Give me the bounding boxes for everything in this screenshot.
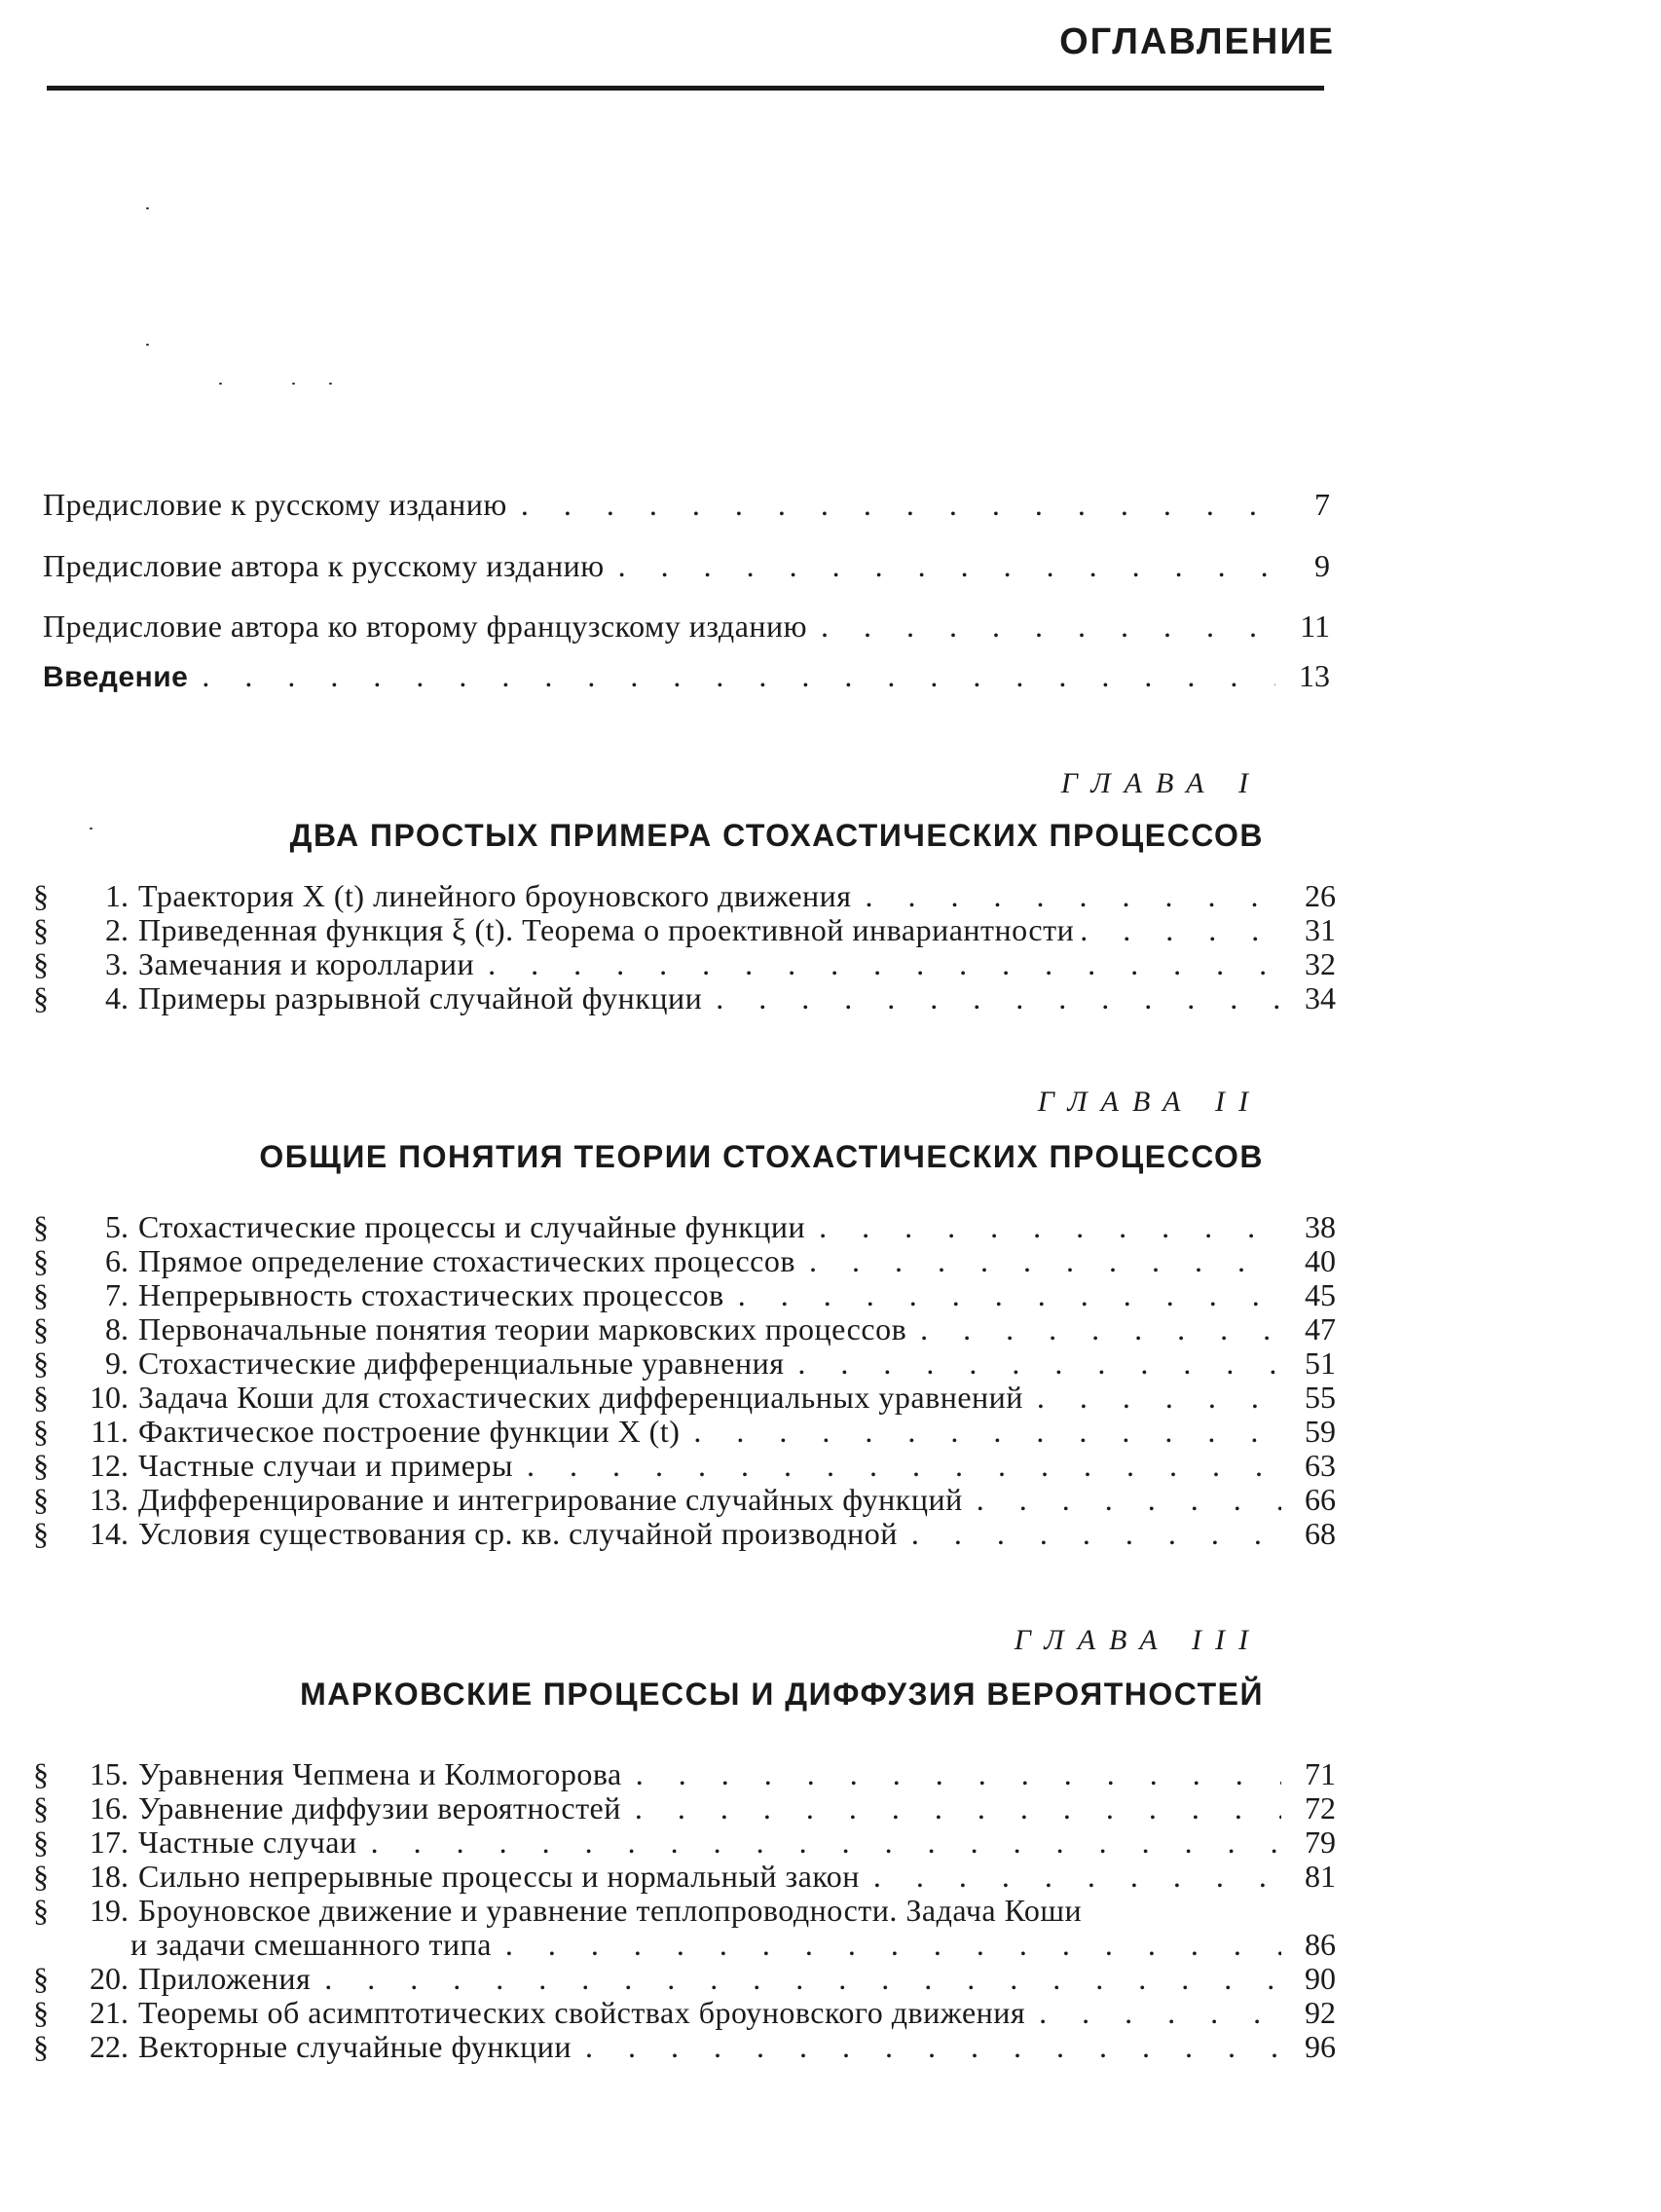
section-page: 51: [1305, 1346, 1336, 1381]
dot-leader: [809, 1244, 1281, 1277]
section-title: Теоремы об асимптотических свойствах броуновского движения: [138, 1995, 1026, 2030]
section-page: 45: [1305, 1277, 1336, 1312]
section-title: Сильно непрерывные процессы и нормальный закон: [138, 1859, 860, 1894]
section-title: Замечания и королларии: [138, 946, 475, 981]
section-number: 14.: [90, 1516, 129, 1551]
section-page: 68: [1305, 1516, 1336, 1551]
section-number: 4.: [105, 980, 129, 1015]
section-entry[interactable]: [33, 981, 1336, 1014]
section-number: 7.: [105, 1277, 129, 1312]
dot-leader: [977, 1483, 1281, 1516]
section-symbol: §: [33, 1995, 49, 2030]
section-page: 66: [1305, 1482, 1336, 1517]
section-title: Задача Коши для стохастических дифференциальных уравнений: [138, 1380, 1023, 1415]
section-title: Прямое определение стохастических процессов: [138, 1243, 795, 1278]
section-page: 40: [1305, 1243, 1336, 1278]
section-number: 16.: [90, 1790, 129, 1825]
section-page: 96: [1305, 2029, 1336, 2064]
chapter-label: ГЛАВА I: [1060, 767, 1262, 799]
section-entry-continuation[interactable]: [130, 1928, 1336, 1961]
scan-speck: [292, 383, 295, 385]
section-page: 31: [1305, 912, 1336, 947]
dot-leader: [819, 1210, 1281, 1243]
section-number: 17.: [90, 1825, 129, 1860]
section-symbol: §: [33, 912, 49, 947]
section-title: Фактическое построение функции X (t): [138, 1414, 681, 1449]
chapter-title[interactable]: МАРКОВСКИЕ ПРОЦЕССЫ И ДИФФУЗИЯ ВЕРОЯТНОСТЕЙ: [300, 1677, 1264, 1712]
section-entry[interactable]: [33, 1210, 1336, 1243]
section-number: 2.: [105, 912, 129, 947]
section-title: Дифференцирование и интегрирование случайных функций: [138, 1482, 963, 1517]
section-number: 21.: [90, 1995, 129, 2030]
section-entry[interactable]: [33, 1244, 1336, 1277]
dot-leader: [521, 487, 1275, 522]
section-entry[interactable]: [33, 1381, 1336, 1414]
entry-page: 13: [1299, 658, 1330, 693]
section-title: Уравнения Чепмена и Колмогорова: [138, 1756, 622, 1791]
dot-leader: [866, 879, 1281, 912]
section-title-continuation: и задачи смешанного типа: [130, 1927, 492, 1962]
section-title: Частные случаи: [138, 1825, 357, 1860]
dot-leader: [821, 608, 1275, 644]
chapter-label: ГЛАВА III: [1014, 1624, 1262, 1656]
dot-leader: [585, 2030, 1281, 2063]
section-entry[interactable]: [33, 2030, 1336, 2063]
section-symbol: §: [33, 1516, 49, 1551]
section-symbol: §: [33, 1346, 49, 1381]
section-page: 81: [1305, 1859, 1336, 1894]
dot-leader: [636, 1757, 1281, 1790]
section-title: Векторные случайные функции: [138, 2029, 572, 2064]
section-title: Непрерывность стохастических процессов: [138, 1277, 724, 1312]
entry-page: 9: [1314, 548, 1330, 583]
dot-leader: [324, 1962, 1281, 1995]
section-symbol: §: [33, 946, 49, 981]
section-number: 20.: [90, 1961, 129, 1996]
section-number: 13.: [90, 1482, 129, 1517]
section-symbol: §: [33, 1311, 49, 1346]
section-number: 1.: [105, 878, 129, 913]
section-symbol: §: [33, 1277, 49, 1312]
section-entry[interactable]: [33, 879, 1336, 912]
section-symbol: §: [33, 2029, 49, 2064]
section-title: Приведенная функция ξ (t). Теорема о проективной инвариантности: [138, 912, 1075, 947]
toc-entry[interactable]: [43, 548, 1330, 583]
section-number: 22.: [90, 2029, 129, 2064]
dot-leader: [1037, 1381, 1281, 1414]
section-title: Приложения: [138, 1961, 312, 1996]
section-page: 79: [1305, 1825, 1336, 1860]
dot-leader: [202, 658, 1275, 693]
scan-speck: [219, 383, 222, 385]
section-number: 8.: [105, 1311, 129, 1346]
section-symbol: §: [33, 1414, 49, 1449]
dot-leader: [797, 1346, 1281, 1380]
section-page: 86: [1305, 1927, 1336, 1962]
section-symbol: §: [33, 1209, 49, 1244]
section-page: 32: [1305, 946, 1336, 981]
toc-entry[interactable]: [43, 608, 1330, 644]
section-symbol: §: [33, 980, 49, 1015]
section-entry[interactable]: [33, 1791, 1336, 1825]
section-symbol: §: [33, 1825, 49, 1860]
section-page: 55: [1305, 1380, 1336, 1415]
section-number: 15.: [90, 1756, 129, 1791]
dot-leader: [693, 1415, 1281, 1448]
section-entry[interactable]: [33, 1996, 1336, 2029]
scan-speck: [146, 344, 149, 346]
entry-title: Предисловие к русскому изданию: [43, 487, 507, 522]
scan-speck: [329, 383, 332, 385]
section-title: Уравнение диффузии вероятностей: [138, 1790, 621, 1825]
dot-leader: [873, 1860, 1281, 1893]
section-symbol: §: [33, 1243, 49, 1278]
scan-speck: [146, 207, 149, 209]
section-entry[interactable]: [33, 1894, 1336, 1927]
section-title: Стохастические процессы и случайные функции: [138, 1209, 806, 1244]
section-number: 10.: [90, 1380, 129, 1415]
section-entry[interactable]: [33, 1860, 1336, 1893]
section-symbol: §: [33, 1859, 49, 1894]
section-number: 6.: [105, 1243, 129, 1278]
entry-title: Предисловие автора ко второму французскому изданию: [43, 608, 808, 644]
dot-leader: [371, 1825, 1281, 1859]
chapter-title[interactable]: ОБЩИЕ ПОНЯТИЯ ТЕОРИИ СТОХАСТИЧЕСКИХ ПРОЦЕССОВ: [259, 1139, 1264, 1174]
chapter-title[interactable]: ДВА ПРОСТЫХ ПРИМЕРА СТОХАСТИЧЕСКИХ ПРОЦЕССОВ: [289, 818, 1264, 853]
dot-leader: [716, 981, 1281, 1014]
section-entry[interactable]: [33, 1962, 1336, 1995]
section-title: Траектория X (t) линейного броуновского движения: [138, 878, 852, 913]
section-title: Стохастические дифференциальные уравнения: [138, 1346, 785, 1381]
section-symbol: §: [33, 1380, 49, 1415]
section-page: 47: [1305, 1311, 1336, 1346]
section-page: 72: [1305, 1790, 1336, 1825]
section-symbol: §: [33, 1961, 49, 1996]
section-number: 11.: [91, 1414, 129, 1449]
dot-leader: [1039, 1996, 1281, 2029]
section-title: Условия существования ср. кв. случайной производной: [138, 1516, 898, 1551]
section-entry[interactable]: [33, 1483, 1336, 1516]
toc-entry[interactable]: [43, 658, 1330, 695]
entry-page: 11: [1300, 608, 1330, 644]
section-entry[interactable]: [33, 1346, 1336, 1380]
section-symbol: §: [33, 1448, 49, 1483]
section-symbol: §: [33, 1482, 49, 1517]
header-rule: [47, 86, 1324, 91]
running-head: ОГЛАВЛЕНИЕ: [1059, 21, 1335, 62]
section-title: Первоначальные понятия теории марковских процессов: [138, 1311, 907, 1346]
scan-speck: [90, 828, 92, 830]
section-symbol: §: [33, 878, 49, 913]
section-page: 59: [1305, 1414, 1336, 1449]
section-entry[interactable]: [33, 947, 1336, 980]
section-symbol: §: [33, 1790, 49, 1825]
toc-entry[interactable]: [43, 487, 1330, 522]
section-page: 34: [1305, 980, 1336, 1015]
section-number: 5.: [105, 1209, 129, 1244]
section-title: Броуновское движение и уравнение теплопроводности. Задача Коши: [138, 1893, 1083, 1928]
dot-leader: [618, 548, 1275, 583]
section-symbol: §: [33, 1893, 49, 1928]
section-entry[interactable]: [33, 1517, 1336, 1550]
section-title: Частные случаи и примеры: [138, 1448, 513, 1483]
section-entry[interactable]: [33, 1449, 1336, 1482]
dot-leader: [505, 1928, 1281, 1961]
section-number: 3.: [105, 946, 129, 981]
dot-leader: [527, 1449, 1281, 1482]
section-page: 92: [1305, 1995, 1336, 2030]
section-entry[interactable]: [33, 1312, 1336, 1346]
section-entry[interactable]: [33, 1278, 1336, 1311]
section-page: 71: [1305, 1756, 1336, 1791]
section-number: 9.: [105, 1346, 129, 1381]
section-number: 12.: [90, 1448, 129, 1483]
section-entry[interactable]: [33, 1825, 1336, 1859]
dot-leader: [1080, 913, 1287, 946]
section-number: 19.: [90, 1893, 129, 1928]
dot-leader: [488, 947, 1281, 980]
dot-leader: [738, 1278, 1281, 1311]
dot-leader: [635, 1791, 1281, 1825]
entry-page: 7: [1314, 487, 1330, 522]
section-page: 90: [1305, 1961, 1336, 1996]
section-entry[interactable]: [33, 913, 1336, 946]
dot-leader: [920, 1312, 1281, 1346]
section-symbol: §: [33, 1756, 49, 1791]
entry-title: Предисловие автора к русскому изданию: [43, 548, 605, 583]
entry-title: Введение: [43, 661, 189, 693]
dot-leader: [911, 1517, 1281, 1550]
section-page: 63: [1305, 1448, 1336, 1483]
section-page: 38: [1305, 1209, 1336, 1244]
chapter-label: ГЛАВА II: [1037, 1086, 1262, 1118]
section-title: Примеры разрывной случайной функции: [138, 980, 703, 1015]
section-number: 18.: [90, 1859, 129, 1894]
section-entry[interactable]: [33, 1415, 1336, 1448]
section-entry[interactable]: [33, 1757, 1336, 1790]
section-page: 26: [1305, 878, 1336, 913]
